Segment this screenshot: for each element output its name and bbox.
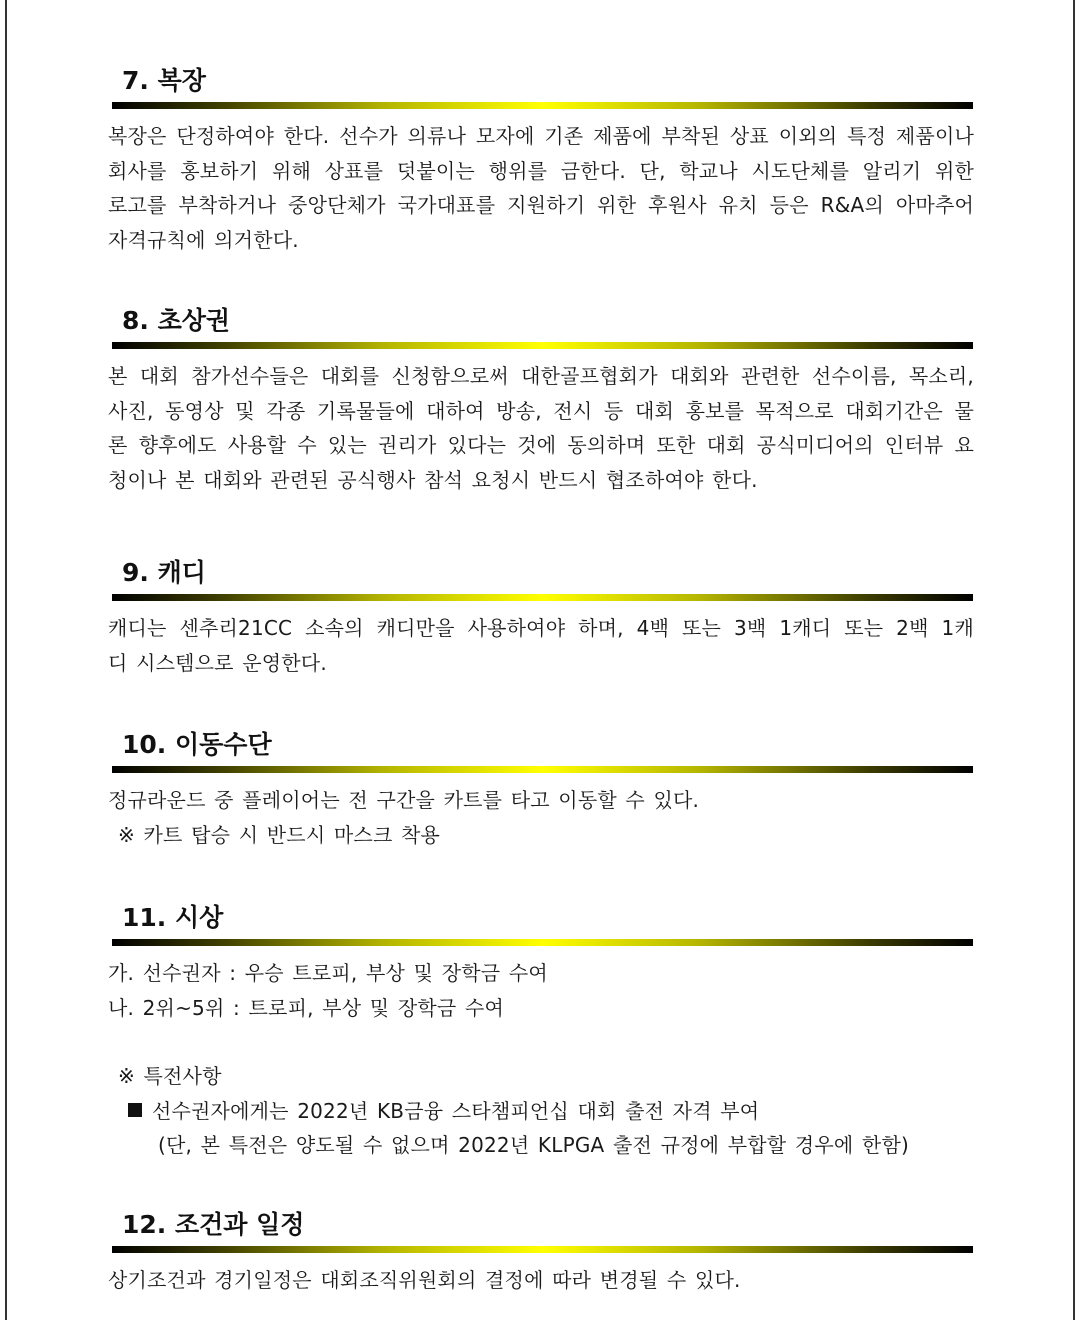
page-border-left — [5, 0, 7, 1320]
section-body — [108, 359, 974, 497]
body-line: 복장은 단정하여야 한다. 선수가 의류나 모자에 기존 제품에 부착된 상표 이외의 특정 제품이나 — [108, 124, 974, 148]
section-heading: 8. 초상권 — [122, 306, 231, 335]
body-line: 캐디는 센추리21CC 소속의 캐디만을 사용하여야 하며, 4백 또는 3백 1캐디 또는 2백 1캐 — [108, 616, 974, 640]
section-heading: 10. 이동수단 — [122, 730, 272, 759]
body-line: 로고를 부착하거나 중앙단체가 국가대표를 지원하기 위한 후원사 유치 등은 R&A의 아마추어 — [108, 193, 974, 217]
note-line: ※ 카트 탑승 시 반드시 마스크 착용 — [118, 822, 441, 847]
special-sub-line: (단, 본 특전은 양도될 수 없으며 2022년 KLPGA 출전 규정에 부합할 경우에 한함) — [158, 1133, 909, 1157]
section-heading: 11. 시상 — [122, 903, 224, 932]
special-bullet-text: 선수권자에게는 2022년 KB금융 스타챔피언십 대회 출전 자격 부여 — [152, 1098, 760, 1123]
heading-rule — [112, 102, 973, 109]
section-body — [108, 956, 974, 1163]
special-bullet-line — [108, 1094, 974, 1129]
section-body — [108, 783, 974, 852]
section-attire — [108, 64, 974, 257]
body-line: 정규라운드 중 플레이어는 전 구간을 카트를 타고 이동할 수 있다. — [108, 788, 700, 812]
heading-rule — [112, 594, 973, 601]
section-caddie — [108, 556, 974, 680]
body-line: 청이나 본 대회와 관련된 공식행사 참석 요청시 반드시 협조하여야 한다. — [108, 467, 758, 492]
section-heading: 12. 조건과 일정 — [122, 1210, 305, 1239]
body-line: 자격규칙에 의거한다. — [108, 227, 299, 252]
heading-rule — [112, 342, 973, 349]
heading-rule — [112, 1246, 973, 1253]
heading-rule — [112, 766, 973, 773]
body-line: 회사를 홍보하기 위해 상표를 덧붙이는 행위를 금한다. 단, 학교나 시도단체를 알리기 위한 — [108, 158, 974, 183]
section-heading: 9. 캐디 — [122, 558, 206, 587]
section-body — [108, 1263, 974, 1298]
section-awards — [108, 901, 974, 1163]
special-title: ※ 특전사항 — [118, 1064, 222, 1088]
section-transport — [108, 728, 974, 852]
section-heading: 7. 복장 — [122, 66, 206, 95]
award-line: 가. 선수권자 : 우승 트로피, 부상 및 장학금 수여 — [108, 961, 548, 985]
body-line: 디 시스템으로 운영한다. — [108, 650, 327, 675]
section-body — [108, 611, 974, 680]
award-line: 나. 2위~5위 : 트로피, 부상 및 장학금 수여 — [108, 995, 505, 1020]
blank-line — [108, 1025, 974, 1059]
section-portrait-rights — [108, 304, 974, 497]
section-body — [108, 119, 974, 257]
body-line: 사진, 동영상 및 각종 기록물들에 대하여 방송, 전시 등 대회 홍보를 목적으로 대회기간은 물 — [108, 398, 974, 423]
body-line: 상기조건과 경기일정은 대회조직위원회의 결정에 따라 변경될 수 있다. — [108, 1268, 741, 1292]
heading-rule — [112, 939, 973, 946]
section-conditions — [108, 1208, 974, 1298]
square-bullet-icon — [128, 1103, 142, 1117]
body-line: 본 대회 참가선수들은 대회를 신청함으로써 대한골프협회가 대회와 관련한 선수이름, 목소리, — [108, 364, 974, 388]
page-border-right — [1073, 0, 1075, 1320]
body-line: 론 향후에도 사용할 수 있는 권리가 있다는 것에 동의하며 또한 대회 공식미디어의 인터뷰 요 — [108, 433, 974, 457]
